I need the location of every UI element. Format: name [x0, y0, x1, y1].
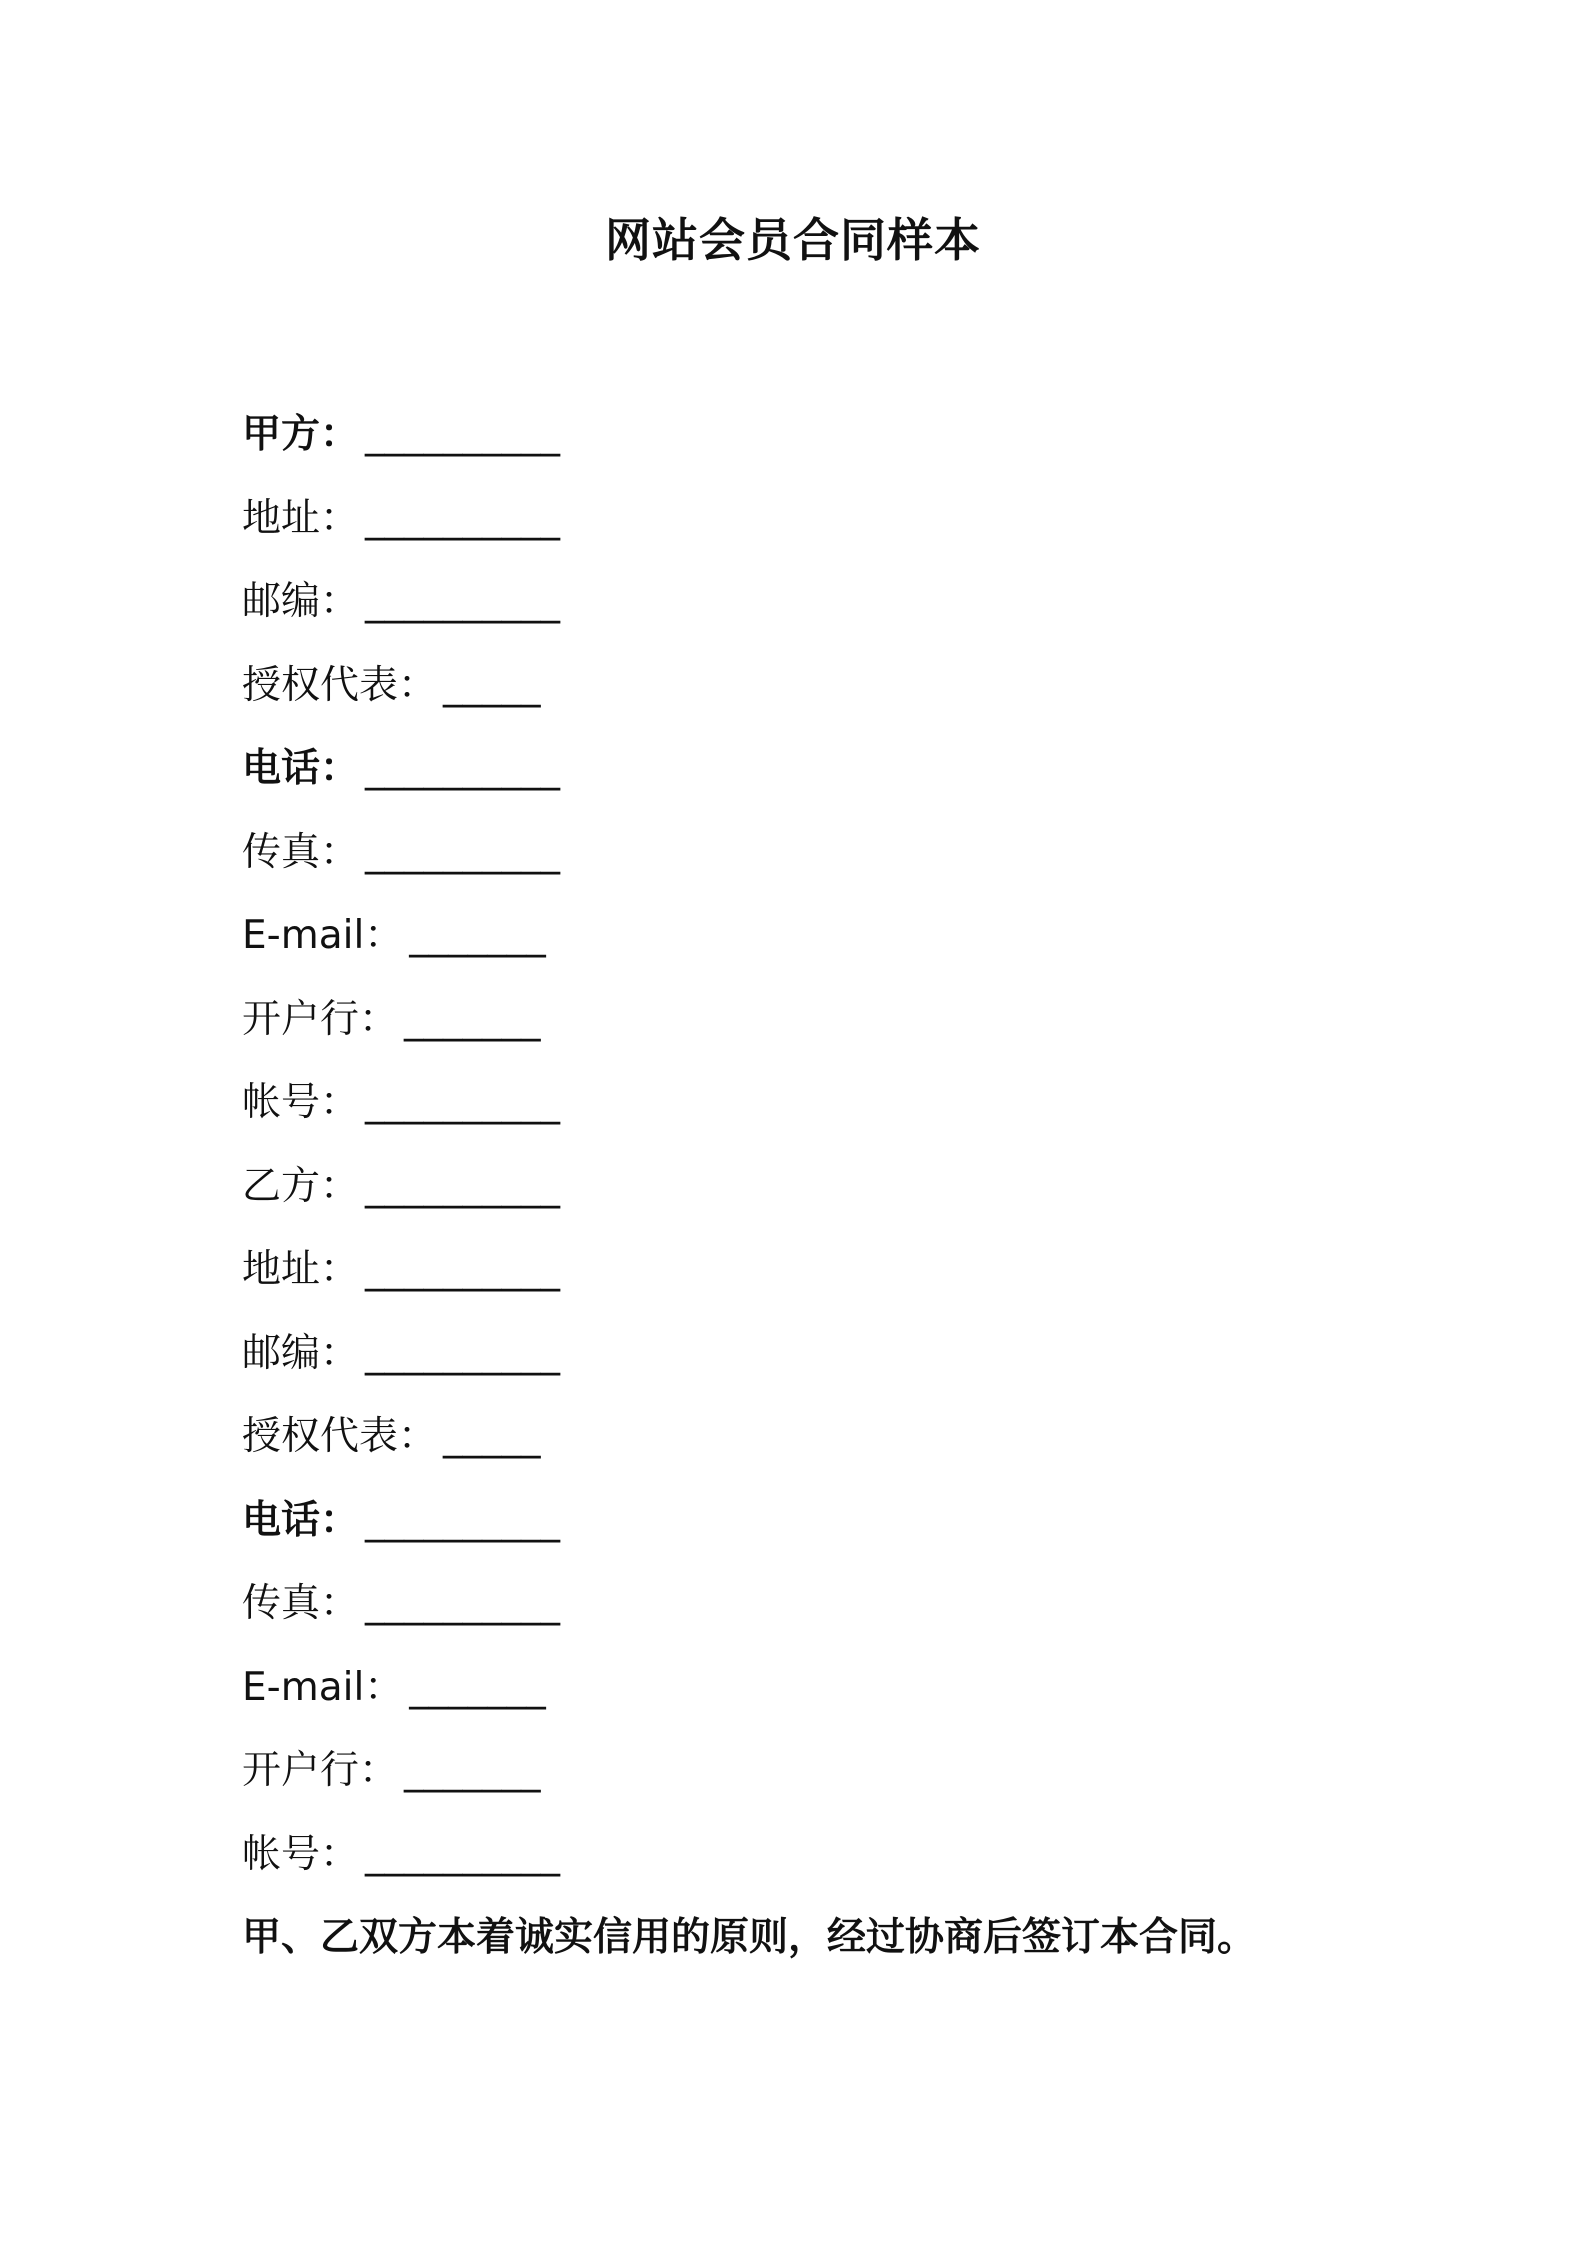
field-row-bank-b — [242, 1741, 1342, 1825]
field-blank: _____ — [443, 662, 541, 708]
field-blank: __________ — [365, 495, 561, 541]
field-row-fax-a — [242, 823, 1342, 907]
field-row-fax-b — [242, 1574, 1342, 1658]
field-label: 地址： — [242, 495, 360, 541]
field-blank: _____ — [443, 1414, 541, 1459]
field-blank: __________ — [365, 1497, 561, 1543]
field-blank: __________ — [365, 1831, 561, 1877]
field-blank: _______ — [409, 913, 546, 958]
field-blank: _______ — [409, 1664, 546, 1710]
field-label: E-mail： — [242, 913, 404, 958]
field-blank: __________ — [365, 1247, 561, 1292]
field-label: 地址： — [242, 1247, 360, 1292]
field-blank: _______ — [404, 996, 541, 1042]
field-row-postcode-b — [242, 1324, 1342, 1408]
field-blank: __________ — [365, 746, 561, 791]
field-label: 传真： — [242, 829, 360, 875]
field-row-postcode-a — [242, 572, 1342, 656]
field-label: E-mail： — [242, 1664, 404, 1710]
field-label: 帐号： — [242, 1831, 360, 1877]
field-row-address-b — [242, 1240, 1342, 1324]
contract-fields — [242, 405, 1342, 1908]
field-row-email-b — [242, 1658, 1342, 1742]
field-blank: __________ — [365, 1581, 561, 1626]
field-row-account-a — [242, 1073, 1342, 1157]
field-label: 电话： — [242, 746, 360, 791]
field-label: 授权代表： — [242, 1414, 438, 1459]
field-blank: __________ — [365, 1080, 561, 1125]
field-label: 授权代表： — [242, 662, 438, 708]
field-label: 开户行： — [242, 1748, 399, 1793]
field-row-account-b — [242, 1825, 1342, 1909]
field-label: 帐号： — [242, 1080, 360, 1125]
field-blank: __________ — [365, 829, 561, 875]
field-label: 电话： — [242, 1497, 360, 1543]
field-row-representative-a — [242, 656, 1342, 740]
field-label: 传真： — [242, 1581, 360, 1626]
field-row-bank-a — [242, 990, 1342, 1074]
field-row-address-a — [242, 489, 1342, 573]
field-label: 乙方： — [242, 1163, 360, 1209]
field-label: 邮编： — [242, 579, 360, 624]
field-row-party-b — [242, 1157, 1342, 1241]
field-blank: __________ — [365, 579, 561, 624]
field-label: 邮编： — [242, 1330, 360, 1376]
field-row-phone-b — [242, 1491, 1342, 1575]
field-label: 开户行： — [242, 996, 399, 1042]
field-blank: _______ — [404, 1748, 541, 1793]
field-row-email-a — [242, 906, 1342, 990]
field-row-representative-b — [242, 1407, 1342, 1491]
field-label: 甲方： — [242, 412, 360, 457]
field-blank: __________ — [365, 1163, 561, 1209]
field-row-party-a — [242, 405, 1342, 489]
closing-paragraph: 甲、乙双方本着诚实信用的原则，经过协商后签订本合同。 — [242, 1915, 1257, 1960]
field-blank: __________ — [365, 1330, 561, 1376]
document-title: 网站会员合同样本 — [605, 213, 981, 267]
field-row-phone-a — [242, 739, 1342, 823]
field-blank: __________ — [365, 412, 561, 457]
